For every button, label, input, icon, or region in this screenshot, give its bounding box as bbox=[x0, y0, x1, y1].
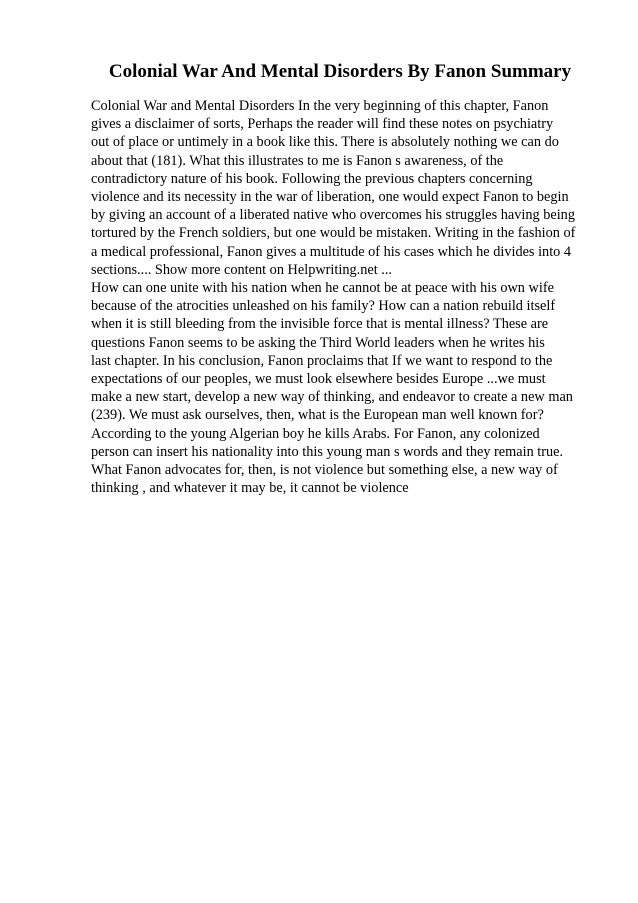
body-line: According to the young Algerian boy he kills Arabs. For Fanon, any colonized bbox=[91, 425, 540, 442]
body-line: because of the atrocities unleashed on his family? How can a nation rebuild itself bbox=[91, 298, 556, 315]
body-line: What Fanon advocates for, then, is not violence but something else, a new way of bbox=[91, 462, 558, 479]
body-line: person can insert his nationality into this young man s words and they remain true. bbox=[91, 443, 564, 460]
body-line: tortured by the French soldiers, but one would be mistaken. Writing in the fashion of bbox=[91, 225, 576, 242]
body-line: questions Fanon seems to be asking the Third World leaders when he writes his bbox=[91, 334, 545, 351]
document-title: Colonial War And Mental Disorders By Fanon Summary bbox=[108, 61, 572, 82]
body-line: about that (181). What this illustrates to me is Fanon s awareness, of the bbox=[91, 152, 504, 169]
body-line: out of place or untimely in a book like this. There is absolutely nothing we can do bbox=[91, 134, 559, 151]
body-line: by giving an account of a liberated native who overcomes his struggles having being bbox=[91, 207, 575, 224]
body-line: How can one unite with his nation when he cannot be at peace with his own wife bbox=[91, 280, 554, 297]
body-line: contradictory nature of his book. Following the previous chapters concerning bbox=[91, 170, 533, 187]
body-line: (239). We must ask ourselves, then, what is the European man well known for? bbox=[91, 407, 544, 424]
document-body bbox=[91, 97, 611, 497]
body-line: gives a disclaimer of sorts, Perhaps the reader will find these notes on psychiatry bbox=[91, 116, 554, 133]
body-line: when it is still bleeding from the invisible force that is mental illness? These are bbox=[91, 316, 549, 333]
body-line: expectations of our peoples, we must look elsewhere besides Europe ...we must bbox=[91, 371, 546, 388]
body-line: Colonial War and Mental Disorders In the very beginning of this chapter, Fanon bbox=[91, 98, 549, 114]
body-line: make a new start, develop a new way of thinking, and endeavor to create a new man bbox=[91, 389, 573, 406]
body-line: last chapter. In his conclusion, Fanon proclaims that If we want to respond to the bbox=[91, 352, 553, 369]
body-line: violence and its necessity in the war of liberation, one would expect Fanon to begin bbox=[91, 189, 569, 206]
body-line: thinking , and whatever it may be, it cannot be violence bbox=[91, 480, 409, 497]
body-line: a medical professional, Fanon gives a multitude of his cases which he divides into 4 bbox=[91, 243, 572, 260]
body-line: sections.... Show more content on Helpwriting.net ... bbox=[91, 261, 392, 278]
